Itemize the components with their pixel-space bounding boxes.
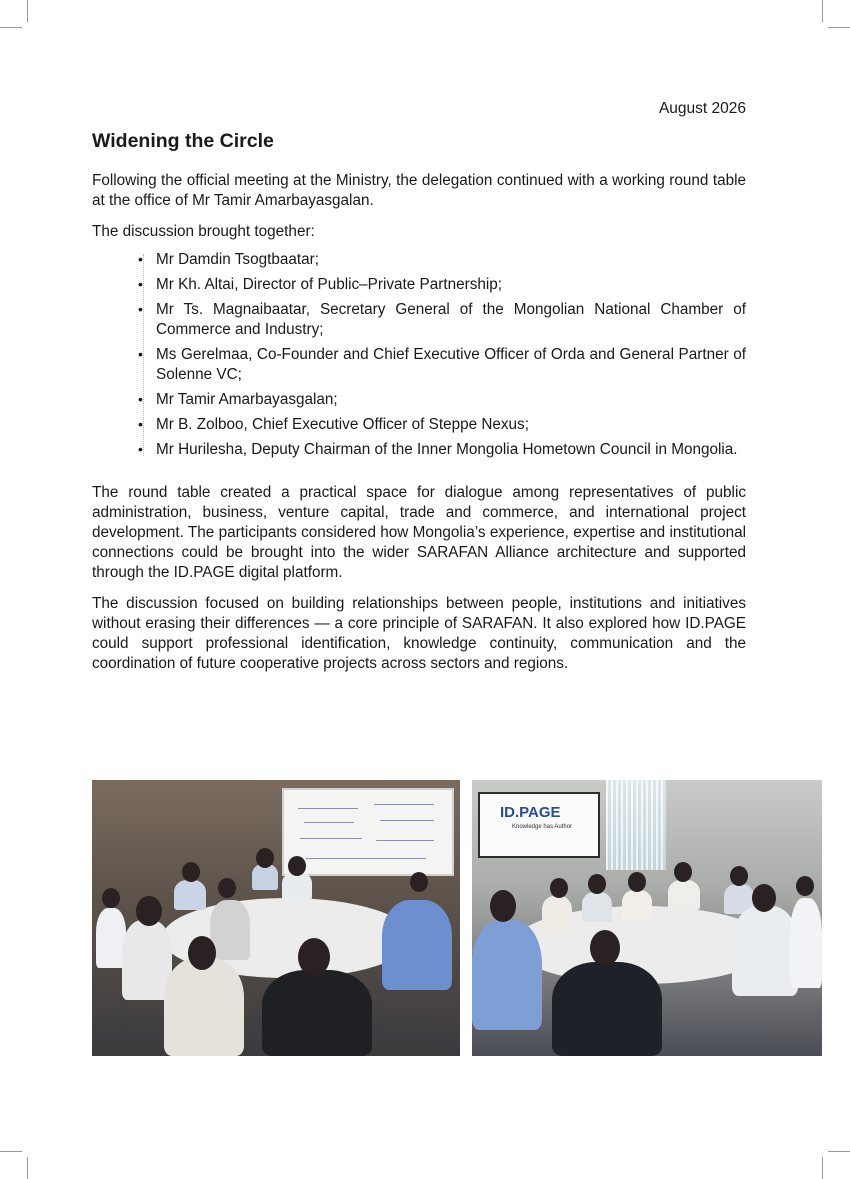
attendee-list xyxy=(138,250,746,465)
list-item xyxy=(138,345,746,385)
bullet-icon: • xyxy=(138,276,143,292)
intro-paragraph xyxy=(92,171,746,211)
whiteboard xyxy=(282,788,454,876)
attendee-text: Mr Kh. Altai, Director of Public–Private Partnership; xyxy=(156,276,503,293)
presentation-screen xyxy=(478,792,600,858)
participant xyxy=(622,890,652,920)
discussion-paragraph xyxy=(92,594,746,674)
screen-tagline: Knowledge has Author xyxy=(512,824,573,830)
office-window xyxy=(606,780,666,870)
page-title: Widening the Circle xyxy=(92,130,274,152)
attendee-text: Mr Damdin Tsogtbaatar; xyxy=(156,251,319,268)
round-table-paragraph xyxy=(92,483,746,583)
crop-mark xyxy=(27,1157,28,1179)
bullet-icon: • xyxy=(138,301,143,317)
crop-mark xyxy=(822,1157,823,1179)
list-item xyxy=(138,250,746,270)
participant xyxy=(382,900,452,990)
participant xyxy=(732,906,798,996)
list-item xyxy=(138,440,746,460)
participant xyxy=(174,880,206,910)
list-item xyxy=(138,300,746,340)
crop-mark xyxy=(0,27,22,28)
attendees-lead-text: The discussion brought together: xyxy=(92,223,315,240)
participant xyxy=(552,962,662,1056)
crop-mark xyxy=(828,1151,850,1152)
meeting-photo-right xyxy=(472,780,822,1056)
bullet-icon: • xyxy=(138,416,143,432)
round-table-text: The round table created a practical space for dialogue among representatives of public administration, business, venture capital, trade and commerce, and international project development. The participants considered how Mongolia’s experience, expertise and institutional connections could be brought into the wider SARAFAN Alliance architecture and supported through the ID.PAGE digital platform. xyxy=(92,484,746,581)
bullet-icon: • xyxy=(138,251,143,267)
attendees-lead xyxy=(92,222,746,242)
participant xyxy=(210,900,250,960)
crop-mark xyxy=(0,1151,22,1152)
participant xyxy=(790,898,822,988)
participant xyxy=(164,958,244,1056)
page-date: August 2026 xyxy=(658,100,746,117)
participant xyxy=(582,892,612,922)
participant xyxy=(262,970,372,1056)
crop-mark xyxy=(27,0,28,22)
participant xyxy=(542,896,572,930)
meeting-photo-left xyxy=(92,780,460,1056)
attendee-text: Mr B. Zolboo, Chief Executive Officer of Steppe Nexus; xyxy=(156,416,529,433)
list-item xyxy=(138,275,746,295)
participant xyxy=(472,920,542,1030)
bullet-icon: • xyxy=(138,441,143,457)
bullet-icon: • xyxy=(138,391,143,407)
participant xyxy=(282,872,312,900)
attendee-text: Ms Gerelmaa, Co-Founder and Chief Executive Officer of Orda and General Partner of Solenne VC; xyxy=(156,346,746,383)
participant xyxy=(668,880,700,910)
bullet-icon: • xyxy=(138,346,143,362)
list-item xyxy=(138,415,746,435)
intro-text: Following the official meeting at the Ministry, the delegation continued with a working round table at the office of Mr Tamir Amarbayasgalan. xyxy=(92,172,746,209)
crop-mark xyxy=(828,27,850,28)
attendee-text: Mr Tamir Amarbayasgalan; xyxy=(156,391,338,408)
list-item xyxy=(138,390,746,410)
crop-mark xyxy=(822,0,823,22)
id-page-logo: ID.PAGE xyxy=(500,804,561,821)
attendee-text: Mr Ts. Magnaibaatar, Secretary General of the Mongolian National Chamber of Commerce and Industry; xyxy=(156,301,746,338)
discussion-text: The discussion focused on building relationships between people, institutions and initiatives without erasing their differences — a core principle of SARAFAN. It also explored how ID.PAGE could support professional identification, knowledge continuity, communication and the coordination of future cooperative projects across sectors and regions. xyxy=(92,595,746,672)
attendee-text: Mr Hurilesha, Deputy Chairman of the Inner Mongolia Hometown Council in Mongolia. xyxy=(156,441,738,458)
